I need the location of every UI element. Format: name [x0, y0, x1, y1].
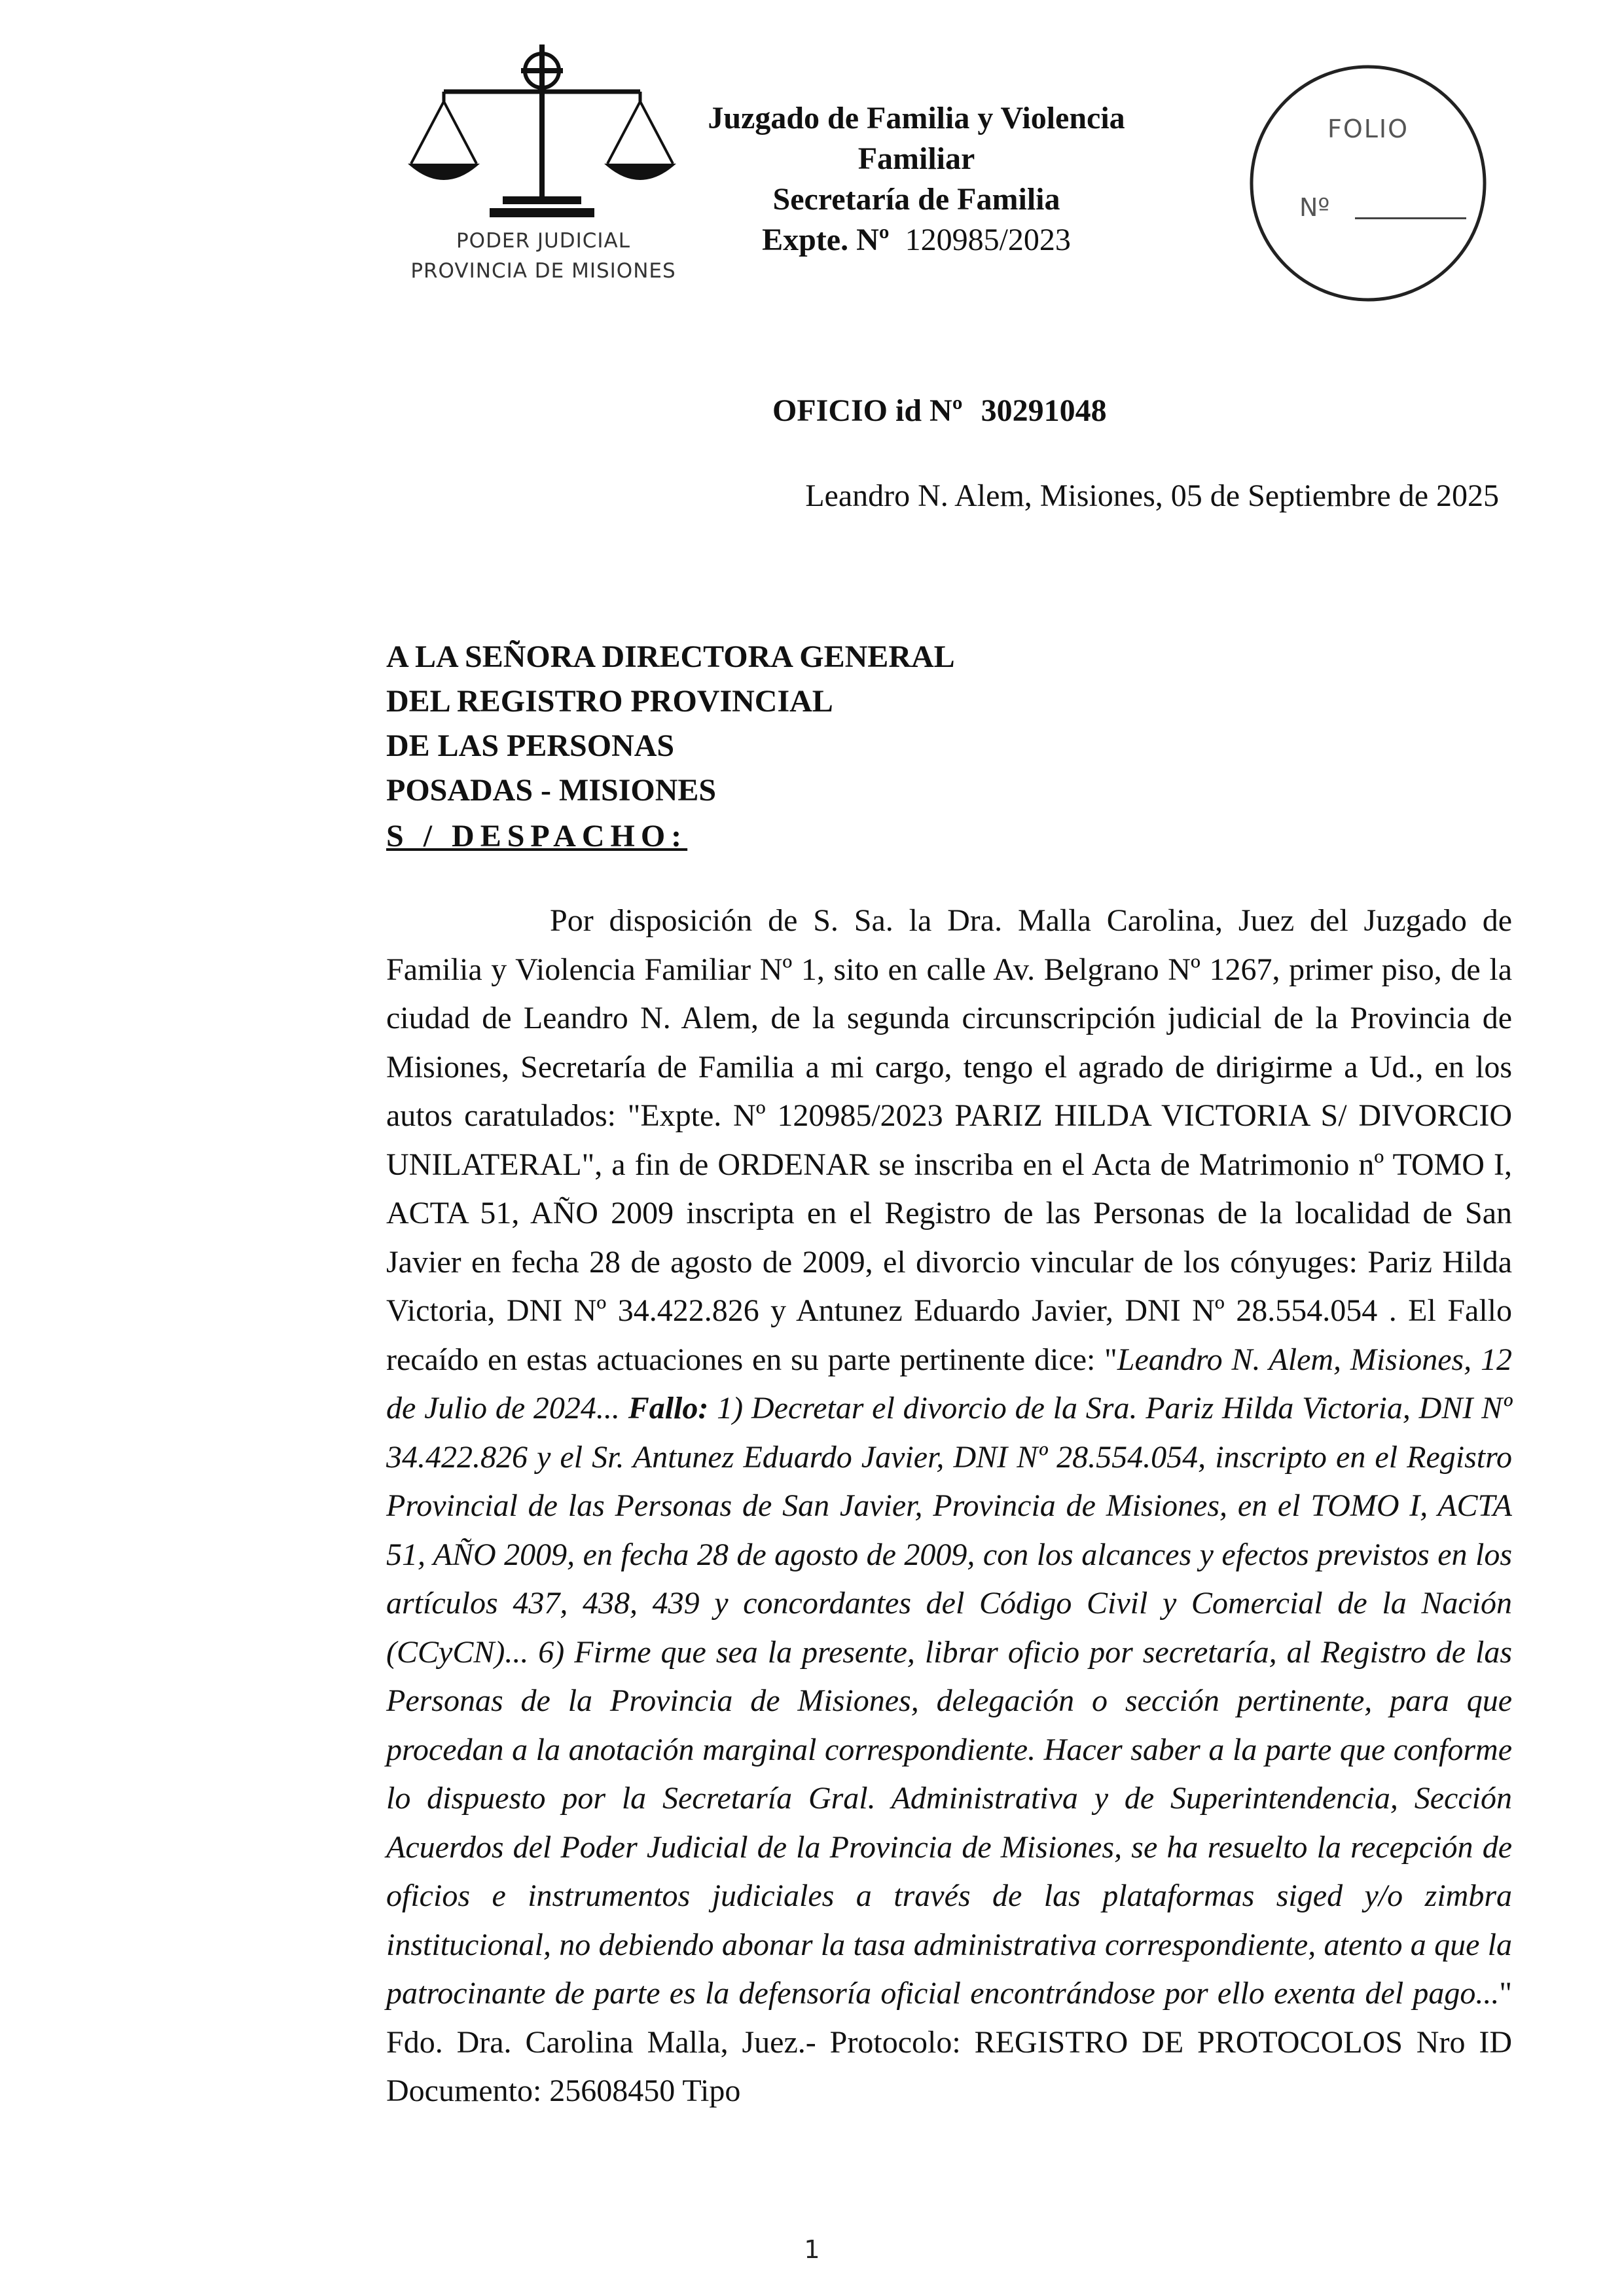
folio-circle-icon	[1247, 62, 1489, 304]
oficio-id: 30291048	[981, 393, 1107, 428]
despacho-line: S / DESPACHO:	[386, 819, 688, 853]
body-paragraph	[386, 897, 1512, 2116]
court-name-line1: Juzgado de Familia y Violencia	[708, 101, 1125, 135]
fallo-label: Fallo:	[628, 1391, 709, 1426]
folio-label: FOLIO	[1327, 115, 1409, 143]
secretaria-name: Secretaría de Familia	[772, 182, 1060, 217]
folio-number-blank	[1355, 217, 1466, 219]
expte-label: Expte. Nº	[762, 223, 890, 257]
logo-caption-line2: PROVINCIA DE MISIONES	[410, 259, 676, 283]
logo-caption-line1: PODER JUDICIAL	[456, 229, 631, 253]
logo-caption	[406, 226, 681, 286]
addressee-line1: A LA SEÑORA DIRECTORA GENERAL	[386, 639, 955, 674]
quote-part2: 1) Decretar el divorcio de la Sra. Pariz Hilda Victoria, DNI Nº 34.422.826 y el Sr. Antunez Eduardo Javier, DNI Nº 28.554.054, inscripto en el Registro Provincial de las Personas de San Javier, Provincia de Misiones, en el TOMO I, ACTA 51, AÑO 2009, en fecha 28 de agosto de 2009, con los alcances y efectos previstos en los artículos 437, 438, 439 y concordantes del Código Civil y Comercial de la Nación (CCyCN)... 6) Firme que sea la presente, librar oficio por secretaría, al Registro de las Personas de la Provincia de Misiones, delegación o sección pertinente, para que procedan a la anotación marginal correspondiente. Hacer saber a la parte que conforme lo dispuesto por la Secretaría Gral. Administrativa y de Superintendencia, Sección Acuerdos del Poder Judicial de la Provincia de Misiones, se ha resuelto la recepción de oficios e instrumentos judiciales a través de las plataformas siged y/o zimbra institucional, no debiendo abonar la tasa administrativa correspondiente, atento a que la patrocinante de parte es la defensoría oficial encontrándose por ello exenta del pago...	[386, 1391, 1512, 2011]
body-closing: " Fdo. Dra. Carolina Malla, Juez.- Protocolo: REGISTRO DE PROTOCOLOS Nro ID Documento: 25608450 Tipo	[386, 1976, 1512, 2108]
court-header	[707, 98, 1126, 260]
page-number: 1	[804, 2235, 820, 2264]
expte-line	[707, 220, 1126, 260]
expte-number: 120985/2023	[905, 223, 1071, 257]
folio-stamp	[1247, 62, 1489, 304]
oficio-label: OFICIO id Nº	[772, 393, 963, 428]
folio-number-label: Nº	[1299, 193, 1330, 222]
addressee-line2: DEL REGISTRO PROVINCIAL	[386, 684, 833, 719]
date-line: Leandro N. Alem, Misiones, 05 de Septiembre de 2025	[805, 478, 1499, 513]
oficio-heading	[772, 393, 1107, 429]
court-name-line2: Familiar	[857, 141, 975, 176]
addressee-block	[386, 635, 955, 813]
body-intro: Por disposición de S. Sa. la Dra. Malla Carolina, Juez del Juzgado de Familia y Violencia Familiar Nº 1, sito en calle Av. Belgrano Nº 1267, primer piso, de la ciudad de Leandro N. Alem, de la segunda circunscripción judicial de la Provincia de Misiones, Secretaría de Familia a mi cargo, tengo el agrado de dirigirme a Ud., en los autos caratulados: "Expte. Nº 120985/2023 PARIZ HILDA VICTORIA S/ DIVORCIO UNILATERAL", a fin de ORDENAR se inscriba en el Acta de Matrimonio nº TOMO I, ACTA 51, AÑO 2009 inscripta en el Registro de las Personas de la localidad de San Javier en fecha 28 de agosto de 2009, el divorcio vincular de los cónyuges: Pariz Hilda Victoria, DNI Nº 34.422.826 y Antunez Eduardo Javier, DNI Nº 28.554.054 . El Fallo recaído en estas actuaciones en su parte pertinente dice: "	[386, 903, 1512, 1377]
addressee-line3: DE LAS PERSONAS	[386, 728, 675, 763]
scales-of-justice-icon	[405, 39, 679, 229]
quote-part1: Leandro N. Alem, Misiones, 12 de Julio de 2024...	[386, 1342, 1512, 1426]
addressee-line4: POSADAS - MISIONES	[386, 773, 717, 808]
